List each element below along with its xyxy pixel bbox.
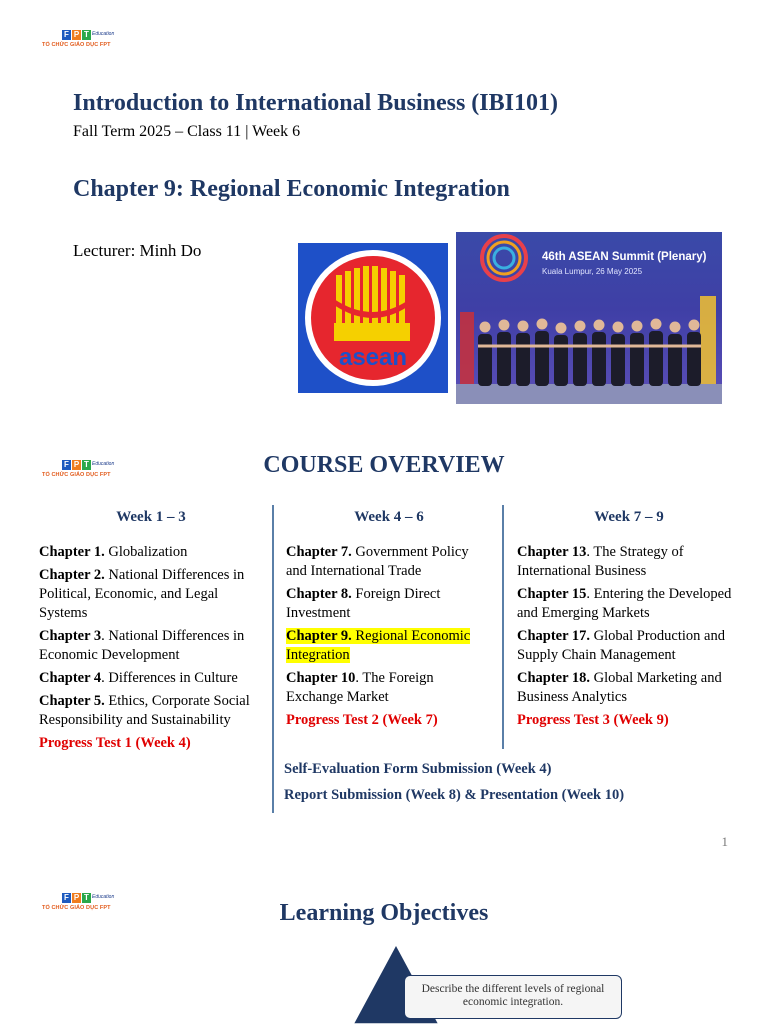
logo-letter-t: T: [82, 30, 91, 40]
logo-letter-f: F: [62, 460, 71, 470]
report-presentation-submission: Report Submission (Week 8) & Presentation (Week 10): [284, 787, 625, 803]
column-heading: Week 1 – 3: [116, 509, 186, 525]
chapter-item: Chapter 8. Foreign Direct Investment: [286, 586, 441, 621]
chapter-item: Chapter 2. National Differences in Political, Economic, and Legal Systems: [39, 567, 245, 621]
chapter-item: Chapter 17. Global Production and Supply Chain Management: [517, 628, 725, 663]
logo-org-text: TỔ CHỨC GIÁO DỤC FPT: [42, 472, 111, 478]
course-overview-title: COURSE OVERVIEW: [263, 452, 505, 478]
logo-org-text: TỔ CHỨC GIÁO DỤC FPT: [42, 905, 111, 911]
logo-edu-text: Education: [92, 894, 115, 900]
overview-column-week-4-6: [286, 508, 492, 730]
page-number: 1: [721, 834, 728, 849]
objective-1-box: Describe the different levels of regional economic integration.: [404, 975, 622, 1019]
chapter-item: Chapter 13. The Strategy of International Business: [517, 544, 684, 579]
logo-org-text: TỔ CHỨC GIÁO DỤC FPT: [42, 42, 111, 48]
progress-test-2: Progress Test 2 (Week 7): [286, 712, 438, 728]
logo-letter-t: T: [82, 460, 91, 470]
column-divider: [272, 505, 274, 813]
logo-letter-t: T: [82, 893, 91, 903]
progress-test-1: Progress Test 1 (Week 4): [39, 735, 191, 751]
column-divider: [502, 505, 504, 749]
chapter-item: Chapter 7. Government Policy and International Trade: [286, 544, 469, 579]
self-evaluation-submission: Self-Evaluation Form Submission (Week 4): [284, 761, 552, 777]
chapter-item: Chapter 3. National Differences in Economic Development: [39, 628, 245, 663]
logo-edu-text: Education: [92, 31, 115, 37]
chapter-item: Chapter 4. Differences in Culture: [39, 670, 238, 686]
fpt-education-logo: [42, 30, 126, 52]
logo-letter-p: P: [73, 30, 80, 39]
chapter-item: Chapter 18. Global Marketing and Business Analytics: [517, 670, 722, 705]
logo-letter-f: F: [62, 893, 71, 903]
chapter-item-current: Chapter 9. Regional Economic Integration: [286, 628, 471, 663]
lecturer-name: Lecturer: Minh Do: [73, 241, 202, 260]
logo-letter-f: F: [62, 30, 71, 40]
asean-logo: [298, 243, 448, 393]
progress-test-3: Progress Test 3 (Week 9): [517, 712, 669, 728]
learning-objectives-title: Learning Objectives: [279, 900, 489, 926]
course-title: Introduction to International Business (IBI101): [73, 90, 558, 116]
asean-summit-photo: [456, 232, 722, 404]
asean-logo-text: asean: [338, 344, 408, 371]
logo-letter-p: P: [73, 893, 80, 902]
summit-photo-illustration: [456, 232, 722, 404]
overview-column-week-1-3: [39, 508, 263, 753]
summit-subtitle: Kuala Lumpur, 26 May 2025: [542, 267, 643, 276]
chapter-item: Chapter 10. The Foreign Exchange Market: [286, 670, 434, 705]
column-heading: Week 4 – 6: [354, 509, 424, 525]
summit-emblem-icon: [482, 236, 526, 280]
asean-emblem-icon: [298, 243, 448, 393]
summit-title: 46th ASEAN Summit (Plenary): [542, 251, 707, 263]
chapter-item: Chapter 1. Globalization: [39, 544, 188, 560]
logo-edu-text: Education: [92, 461, 115, 467]
course-subtitle: Fall Term 2025 – Class 11 | Week 6: [73, 123, 301, 140]
fpt-logo-mark: [62, 30, 91, 40]
chapter-title: Chapter 9: Regional Economic Integration: [73, 176, 510, 202]
logo-letter-p: P: [73, 460, 80, 469]
chapter-item: Chapter 15. Entering the Developed and Emerging Markets: [517, 586, 732, 621]
overview-column-week-7-9: [517, 508, 741, 730]
column-heading: Week 7 – 9: [594, 509, 664, 525]
chapter-item: Chapter 5. Ethics, Corporate Social Responsibility and Sustainability: [39, 693, 250, 728]
